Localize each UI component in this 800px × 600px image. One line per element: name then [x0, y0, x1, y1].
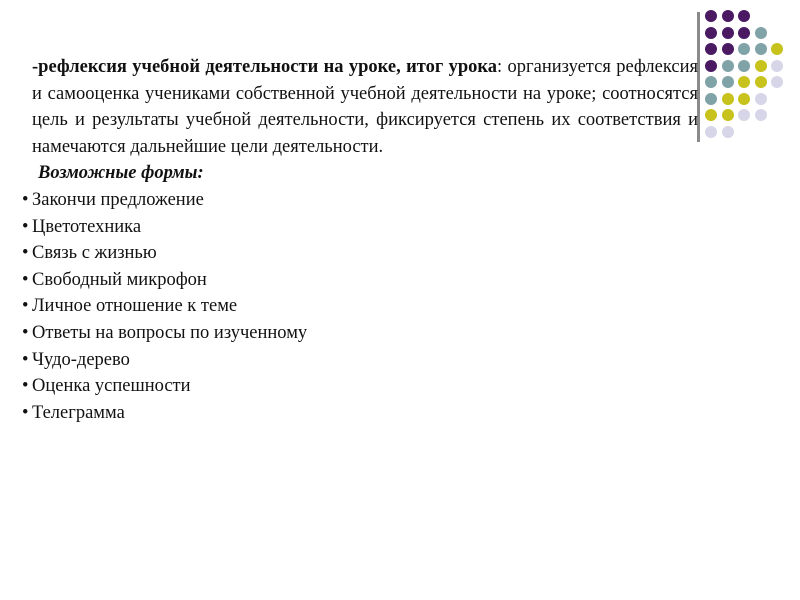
decorative-dot	[705, 27, 717, 39]
decorative-dot	[705, 10, 717, 22]
decorative-dot	[738, 76, 750, 88]
decorative-dot	[722, 109, 734, 121]
bullet-icon: •	[22, 349, 29, 370]
decorative-dot-grid	[705, 10, 795, 130]
decorative-dot	[705, 93, 717, 105]
decorative-dot	[755, 109, 767, 121]
forms-list-item-label: Свободный микрофон	[32, 269, 207, 290]
bullet-icon: •	[22, 376, 29, 397]
forms-list-item-label: Личное отношение к теме	[32, 296, 238, 317]
forms-list-item	[22, 293, 698, 320]
decorative-dot	[705, 76, 717, 88]
decorative-dot	[738, 93, 750, 105]
decorative-dot	[771, 43, 783, 55]
bullet-icon: •	[22, 402, 29, 423]
decorative-dot	[705, 126, 717, 138]
bullet-icon: •	[22, 243, 29, 264]
decorative-dot	[722, 27, 734, 39]
reflection-paragraph	[32, 54, 698, 160]
decorative-dot	[722, 76, 734, 88]
decorative-dot	[755, 76, 767, 88]
decorative-dot	[722, 43, 734, 55]
forms-list-item	[22, 347, 698, 374]
forms-list-item	[22, 373, 698, 400]
bullet-icon: •	[22, 216, 29, 237]
forms-list-item	[22, 320, 698, 347]
forms-list-item-label: Оценка успешности	[32, 376, 191, 397]
forms-list-item-label: Телеграмма	[32, 402, 125, 423]
decorative-dot	[738, 27, 750, 39]
forms-list	[22, 187, 698, 426]
decorative-dot	[722, 126, 734, 138]
forms-list-item-label: Чудо-дерево	[32, 349, 130, 370]
decorative-dot	[738, 60, 750, 72]
reflection-lead: -рефлексия учебной деятельности на уроке, итог урока	[32, 57, 498, 77]
bullet-icon: •	[22, 189, 29, 210]
slide-content	[22, 54, 698, 426]
decorative-dot	[722, 10, 734, 22]
forms-heading: Возможные формы:	[38, 163, 204, 184]
decorative-dot	[722, 93, 734, 105]
decorative-dot	[755, 93, 767, 105]
forms-list-item	[22, 187, 698, 214]
forms-list-item-label: Ответы на вопросы по изученному	[32, 322, 308, 343]
bullet-icon: •	[22, 322, 29, 343]
decorative-dot	[705, 60, 717, 72]
decorative-dot	[738, 43, 750, 55]
decorative-dot	[755, 43, 767, 55]
forms-list-item-label: Связь с жизнью	[32, 243, 157, 264]
bullet-icon: •	[22, 269, 29, 290]
decorative-dot	[738, 10, 750, 22]
decorative-dot	[755, 27, 767, 39]
decorative-dot	[771, 76, 783, 88]
reflection-colon: :	[497, 57, 503, 77]
decorative-dot	[738, 109, 750, 121]
decorative-dot	[705, 43, 717, 55]
decorative-dot	[755, 60, 767, 72]
forms-list-item-label: Закончи предложение	[32, 189, 204, 210]
decorative-dot	[705, 109, 717, 121]
forms-list-item	[22, 400, 698, 427]
reflection-body: организуется рефлексия и самооценка учениками собственной учебной деятельности на уроке; соотносятся цель и результаты учебной деятельности, фиксируется степень их соответствия и намечаются дальнейшие цели деятельности.	[32, 57, 698, 157]
bullet-icon: •	[22, 296, 29, 317]
decorative-dot	[771, 60, 783, 72]
forms-list-item-label: Цветотехника	[32, 216, 142, 237]
decorative-dot	[722, 60, 734, 72]
forms-list-item	[22, 267, 698, 294]
forms-list-item	[22, 240, 698, 267]
forms-list-item	[22, 214, 698, 241]
